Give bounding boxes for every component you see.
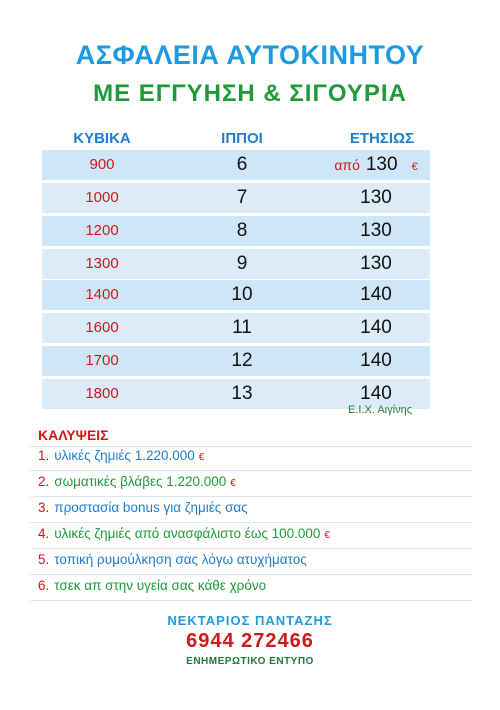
cc-cell: 1800 [85, 385, 119, 402]
footer-note: ΕΝΗΜΕΡΩΤΙΚΟ ΕΝΤΥΠΟ [186, 656, 314, 667]
column-header-price: ΕΤΗΣΙΩΣ [349, 130, 415, 147]
price-value: 130 [365, 154, 398, 175]
divider [30, 600, 472, 601]
cc-cell: 1400 [85, 286, 119, 303]
hp-cell: 6 [236, 154, 248, 175]
hp-cell: 8 [236, 220, 248, 241]
divider [30, 522, 472, 523]
coverage-item [38, 578, 266, 593]
coverage-number: 6. [38, 578, 50, 593]
hp-cell: 9 [236, 253, 248, 274]
price-cell: 130 [360, 253, 392, 274]
price-cell [322, 150, 430, 180]
cc-cell: 1700 [85, 352, 119, 369]
coverage-item [38, 526, 330, 541]
divider [30, 548, 472, 549]
table-row [42, 346, 430, 376]
divider [30, 446, 472, 447]
cc-cell: 1600 [85, 319, 119, 336]
price-cell: 140 [360, 317, 392, 338]
coverage-number: 5. [38, 552, 50, 567]
hp-cell: 13 [231, 383, 253, 404]
price-table-group-1 [42, 150, 430, 282]
contact-name: ΝΕΚΤΑΡΙΟΣ ΠΑΝΤΑΖΗΣ [167, 613, 333, 628]
coverage-number: 1. [38, 448, 50, 463]
coverage-number: 2. [38, 474, 50, 489]
phone-number: 6944 272466 [186, 630, 314, 652]
coverage-text: υλικές ζημιές από ανασφάλιστο έως 100.000 [54, 526, 321, 541]
coverage-item [38, 500, 248, 515]
cc-cell: 900 [89, 156, 115, 173]
price-cell: 130 [360, 220, 392, 241]
coverage-text: υλικές ζημιές 1.220.000 [54, 448, 195, 463]
table-row [42, 216, 430, 246]
column-header-cc: ΚΥΒΙΚΑ [73, 130, 131, 147]
hp-cell: 7 [236, 187, 248, 208]
currency-symbol: € [230, 478, 236, 489]
cc-cell: 1300 [85, 255, 119, 272]
table-row [42, 183, 430, 213]
coverage-text: σωματικές βλάβες 1.220.000 [54, 474, 227, 489]
price-prefix: από [334, 157, 360, 173]
divider [30, 470, 472, 471]
cc-cell: 1000 [85, 189, 119, 206]
coverage-number: 3. [38, 500, 50, 515]
table-row [42, 249, 430, 279]
currency-symbol: € [198, 452, 205, 463]
column-header-hp: ΙΠΠΟΙ [221, 130, 263, 147]
divider [30, 496, 472, 497]
table-row [42, 280, 430, 310]
table-row [42, 150, 430, 180]
price-cell: 130 [360, 187, 392, 208]
vehicle-note: Ε.Ι.Χ. Αιγίνης [348, 404, 412, 416]
coverage-text: προστασία bonus για ζημιές σας [54, 500, 248, 515]
price-cell: 140 [360, 284, 392, 305]
hp-cell: 10 [231, 284, 253, 305]
price-table-group-2 [42, 280, 430, 412]
price-cell: 140 [360, 350, 392, 371]
hp-cell: 11 [232, 317, 252, 338]
currency-symbol: € [411, 161, 418, 173]
currency-symbol: € [324, 530, 330, 541]
hp-cell: 12 [231, 350, 253, 371]
divider [30, 574, 472, 575]
table-row [42, 313, 430, 343]
coverage-text: τοπική ρυμούλκηση σας λόγω ατυχήματος [54, 552, 307, 567]
cc-cell: 1200 [85, 222, 119, 239]
coverage-item [38, 448, 204, 463]
page-title: ΑΣΦΑΛΕΙΑ ΑΥΤΟΚΙΝΗΤΟΥ [75, 40, 425, 70]
coverage-title: ΚΑΛΥΨΕΙΣ [38, 427, 109, 443]
price-cell: 140 [360, 383, 392, 404]
page-subtitle: ΜΕ ΕΓΓΥΗΣΗ & ΣΙΓΟΥΡΙΑ [93, 80, 407, 107]
coverage-item [38, 552, 307, 567]
coverage-number: 4. [38, 526, 50, 541]
coverage-item [38, 474, 236, 489]
coverage-text: τσεκ απ στην υγεία σας κάθε χρόνο [54, 578, 267, 593]
